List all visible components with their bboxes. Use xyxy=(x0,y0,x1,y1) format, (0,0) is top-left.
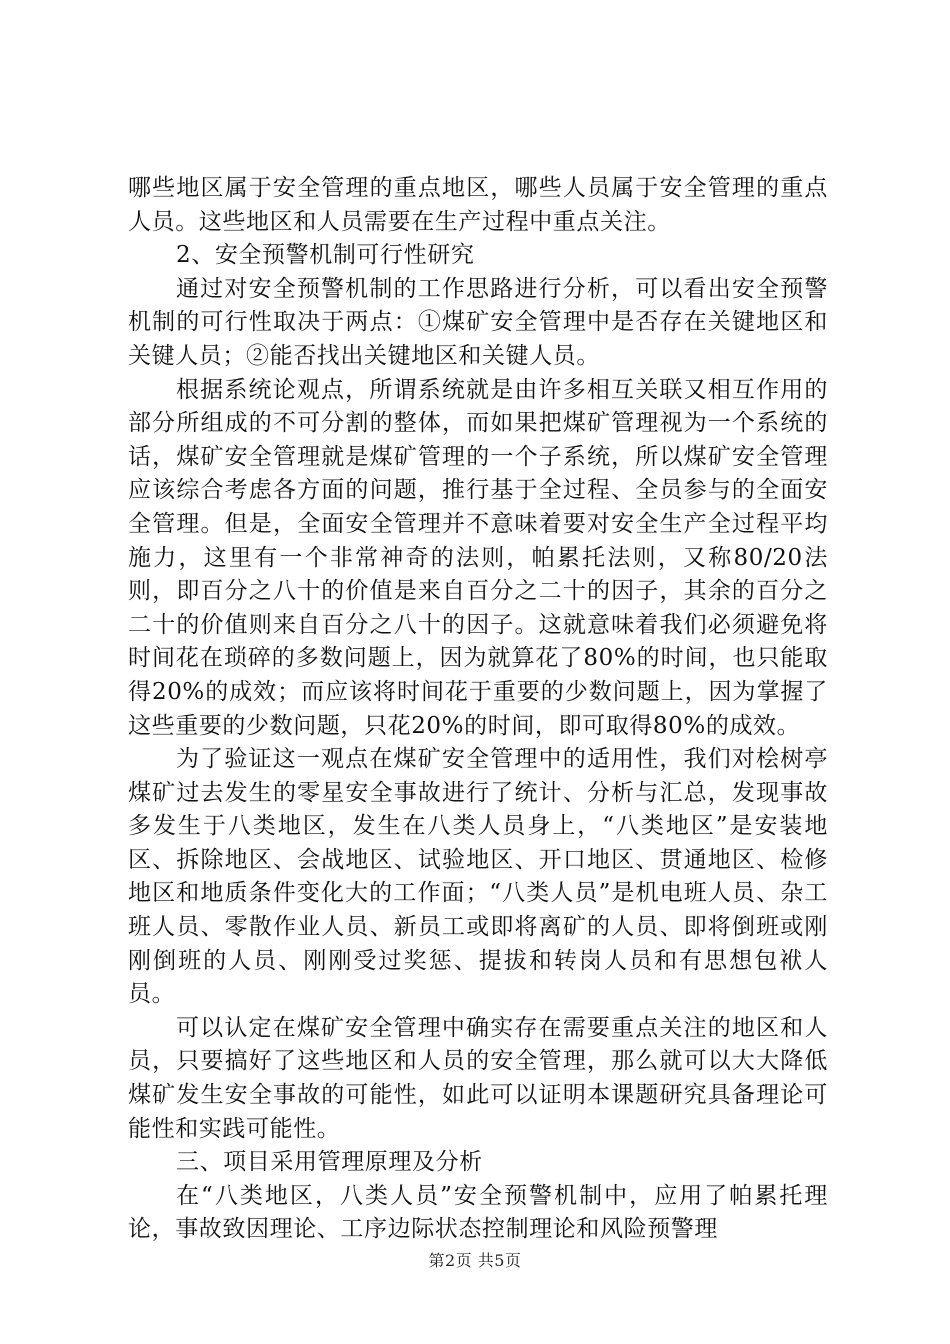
paragraph-continuation: 哪些地区属于安全管理的重点地区，哪些人员属于安全管理的重点人员。这些地区和人员需要在生产过程中重点关注。 xyxy=(128,175,828,235)
section-heading-feasibility: 2、安全预警机制可行性研究 xyxy=(176,242,475,269)
paragraph-conclusion: 可以认定在煤矿安全管理中确实存在需要重点关注的地区和人员，只要搞好了这些地区和人员的安全管理，那么就可以大大降低煤矿发生安全事故的可能性，如此可以证明本课题研究具备理论可能性和实践可能性。 xyxy=(128,1014,828,1142)
page-number-footer: 第2页 共5页 xyxy=(428,1251,522,1270)
document-body xyxy=(128,172,828,1247)
paragraph-system-theory: 根据系统论观点，所谓系统就是由许多相互关联又相互作用的部分所组成的不可分割的整体，而如果把煤矿管理视为一个系统的话，煤矿安全管理就是煤矿管理的一个子系统，所以煤矿安全管理应该综合考虑各方面的问题，推行基于全过程、全员参与的全面安全管理。但是，全面安全管理并不意味着要对安全生产全过程平均施力，这里有一个非常神奇的法则，帕累托法则，又称80/20法则，即百分之八十的价值是来自百分之二十的因子，其余的百分之二十的价值则来自百分之八十的因子。这就意味着我们必须避免将时间花在琐碎的多数问题上，因为就算花了80%的时间，也只能取得20%的成效；而应该将时间花于重要的少数问题上，因为掌握了这些重要的少数问题，只花20%的时间，即可取得80%的成效。 xyxy=(128,376,828,739)
paragraph-principles: 在“八类地区，八类人员”安全预警机制中，应用了帕累托理论，事故致因理论、工序边际状态控制理论和风险预警理 xyxy=(128,1182,828,1243)
paragraph-verification: 为了验证这一观点在煤矿安全管理中的适用性，我们对桧树亭煤矿过去发生的零星安全事故进行了统计、分析与汇总，发现事故多发生于八类地区，发生在八类人员身上，“八类地区”是安装地区、拆除地区、会战地区、试验地区、开口地区、贯通地区、检修地区和地质条件变化大的工作面；“八类人员”是机电班人员、杂工班人员、零散作业人员、新员工或即将离矿的人员、即将倒班或刚刚倒班的人员、刚刚受过奖惩、提拔和转岗人员和有思想包袱人员。 xyxy=(128,746,828,1008)
paragraph-feasibility-analysis: 通过对安全预警机制的工作思路进行分析，可以看出安全预警机制的可行性取决于两点：①煤矿安全管理中是否存在关键地区和关键人员；②能否找出关键地区和关键人员。 xyxy=(128,275,828,369)
section-heading-principles: 三、项目采用管理原理及分析 xyxy=(176,1149,483,1176)
